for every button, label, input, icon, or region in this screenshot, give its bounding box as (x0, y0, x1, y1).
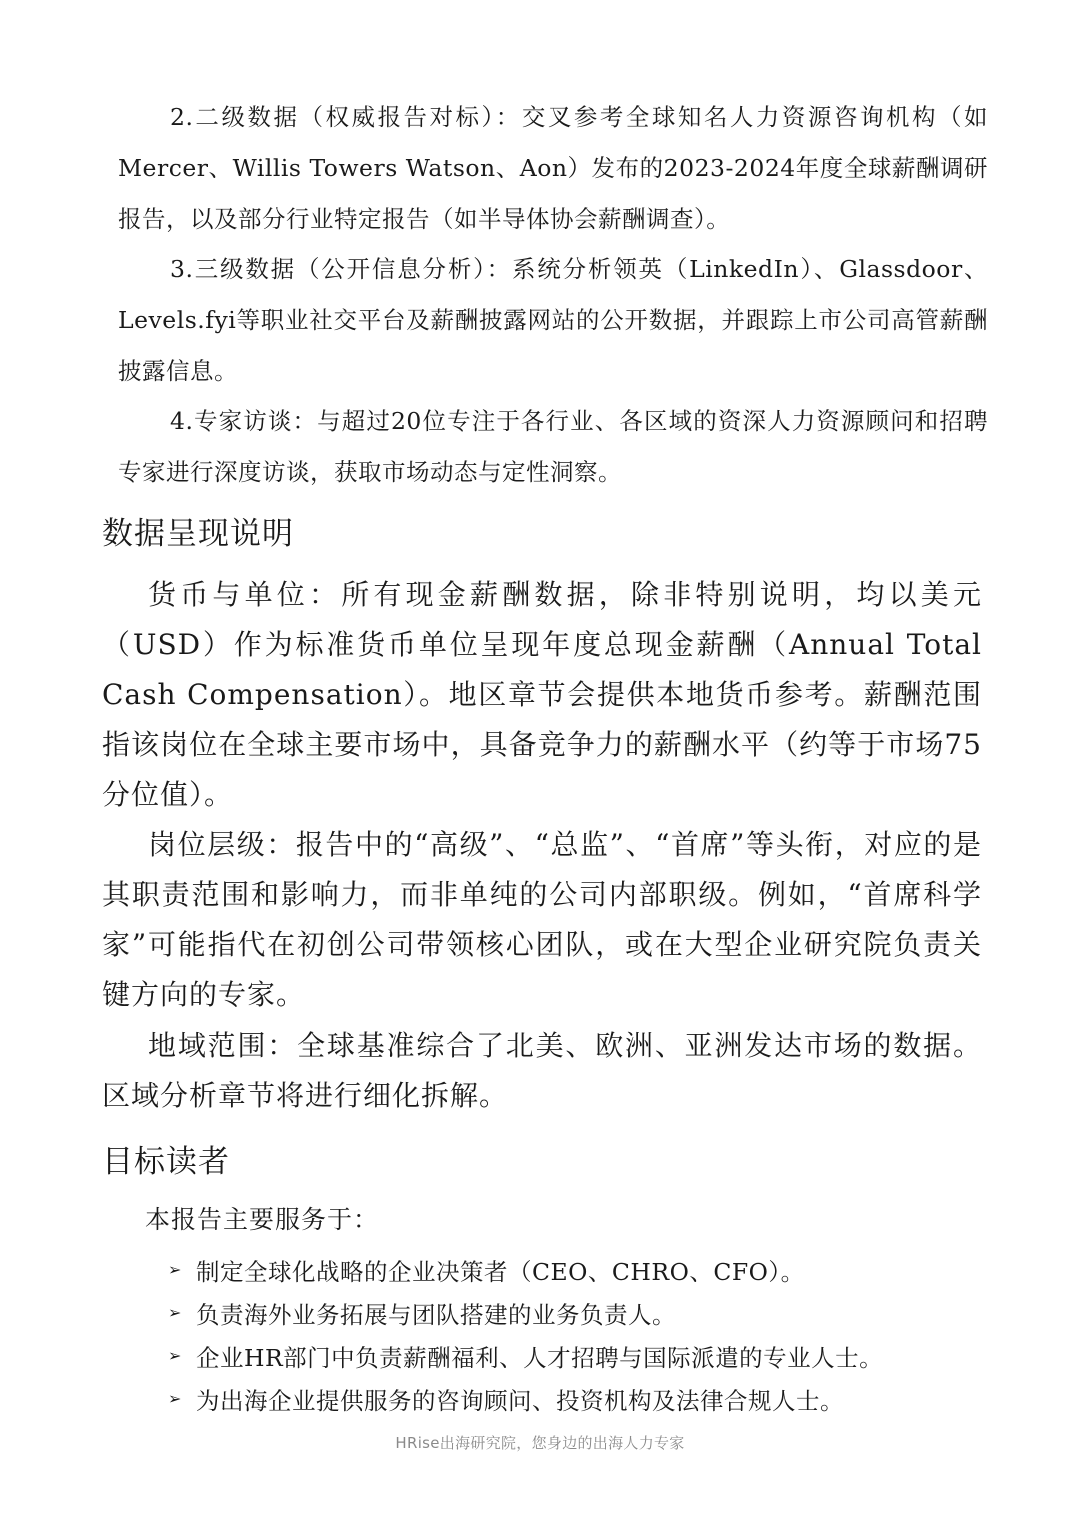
list-item (168, 1291, 883, 1334)
method-item-2: 2.二级数据（权威报告对标）：交叉参考全球知名人力资源咨询机构（如Mercer、Willis Towers Watson、Aon）发布的2023-2024年度全球薪酬调研报告，以及部分行业特定报告（如半导体协会薪酬调查）。 (118, 103, 988, 233)
arrow-bullet-icon: ➢ (168, 1389, 182, 1408)
audience-intro: 本报告主要服务于： (145, 1205, 380, 1234)
list-item-text: 企业HR部门中负责薪酬福利、人才招聘与国际派遣的专业人士。 (196, 1343, 884, 1372)
audience-list (168, 1248, 883, 1420)
page-footer: HRise出海研究院，您身边的出海人力专家 (395, 1434, 685, 1452)
list-item (168, 1377, 883, 1420)
levels-paragraph: 岗位层级：报告中的“高级”、“总监”、“首席”等头衔，对应的是其职责范围和影响力，而非单纯的公司内部职级。例如，“首席科学家”可能指代在初创公司带领核心团队，或在大型企业研究院负责关键方向的专家。 (102, 828, 982, 1011)
method-item-4: 4.专家访谈：与超过20位专注于各行业、各区域的资深人力资源顾问和招聘专家进行深度访谈，获取市场动态与定性洞察。 (118, 407, 988, 486)
arrow-bullet-icon: ➢ (168, 1346, 182, 1365)
currency-paragraph: 货币与单位：所有现金薪酬数据，除非特别说明，均以美元（USD）作为标准货币单位呈现年度总现金薪酬（Annual Total Cash Compensation）。地区章节会提供本地货币参考。薪酬范围指该岗位在全球主要市场中，具备竞争力的薪酬水平（约等于市场75分位值）。 (102, 578, 982, 811)
arrow-bullet-icon: ➢ (168, 1303, 182, 1322)
section-title-presentation: 数据呈现说明 (102, 516, 294, 552)
section-title-audience: 目标读者 (102, 1144, 230, 1180)
list-item-text: 为出海企业提供服务的咨询顾问、投资机构及法律合规人士。 (196, 1386, 844, 1415)
method-item-3: 3.三级数据（公开信息分析）：系统分析领英（LinkedIn）、Glassdoor、Levels.fyi等职业社交平台及薪酬披露网站的公开数据，并跟踪上市公司高管薪酬披露信息。 (118, 255, 988, 385)
list-item (168, 1248, 883, 1291)
list-item-text: 制定全球化战略的企业决策者（CEO、CHRO、CFO）。 (196, 1257, 805, 1286)
list-item-text: 负责海外业务拓展与团队搭建的业务负责人。 (196, 1300, 676, 1329)
arrow-bullet-icon: ➢ (168, 1260, 182, 1279)
region-paragraph: 地域范围：全球基准综合了北美、欧洲、亚洲发达市场的数据。区域分析章节将进行细化拆解。 (102, 1029, 982, 1112)
list-item (168, 1334, 883, 1377)
